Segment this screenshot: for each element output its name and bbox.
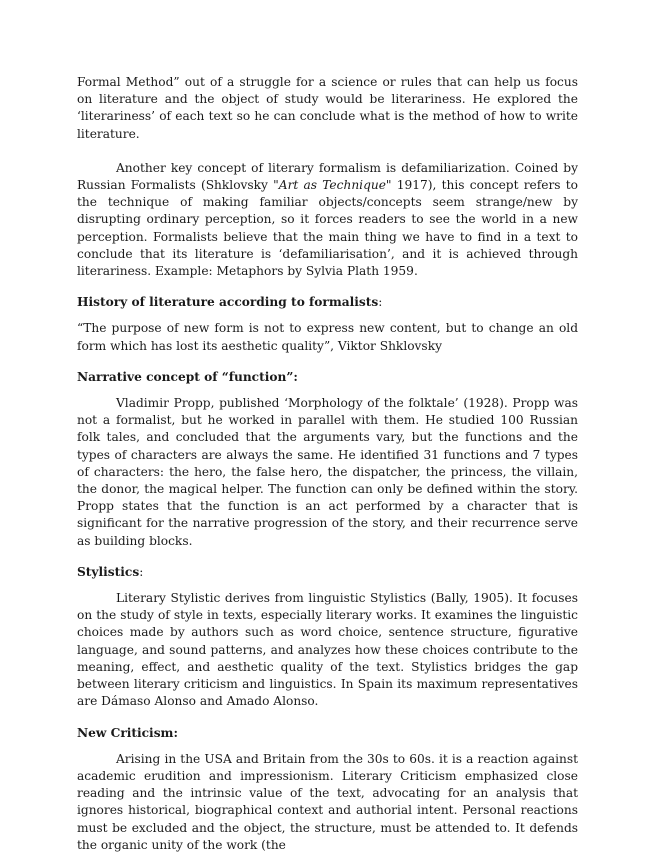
defamiliarization-text-end: 1917), this concept refers to the technique of making familiar objects/concepts seem strange/new by disrupting ordinary perception, so it forces readers to see the world in a new perception. Formalists believe that the main thing we have to find in a text to conclude that its literature is ‘defamiliarisation’, and it is achieved through literariness. Example: Metaphors by Sylvia Plath 1959. [77,178,578,279]
heading-history-colon: : [378,295,383,310]
paragraph-defamiliarization [77,160,578,280]
heading-history-text: History of literature according to formalists [77,295,379,310]
art-as-technique-title: "Art as Technique" [273,178,392,193]
heading-new-criticism: New Criticism: [77,725,178,740]
paragraph-propp: Vladimir Propp, published ‘Morphology of the folktale’ (1928). Propp was not a formalist, but he worked in parallel with them. He studied 100 Russian folk tales, and concluded that the arguments vary, but the functions and the types of characters are always the same. He identified 31 functions and 7 types of characters: the hero, the false hero, the dispatcher, the princess, the villain, the donor, the magical helper. The function can only be defined within the story. Propp states that the function is an act performed by a character that is significant for the narrative progression of the story, and their recurrence serve as building blocks. [77,396,578,548]
document-page [77,74,578,854]
shklovsky-quote: “The purpose of new form is not to express new content, but to change an old form which has lost its aesthetic quality”, Viktor Shklovsky [77,321,578,353]
heading-stylistics-colon: : [139,564,144,579]
paragraph-new-criticism: Arising in the USA and Britain from the 30s to 60s. it is a reaction against academic erudition and impressionism. Literary Criticism emphasized close reading and the intrinsic value of the text, advocating for an analysis that ignores historical, biographical context and authorial intent. Personal reactions must be excluded and the object, the structure, must be attended to. It defends the organic unity of the work (the [77,751,578,852]
heading-history [77,294,578,311]
defamiliarization-text-start: Another key concept of literary formalism is defamiliarization. Coined by Russian Formalists (Shklovsky [77,160,578,193]
heading-narrative-function: Narrative concept of “function”: [77,369,298,384]
paragraph-formal-method: Formal Method” out of a struggle for a science or rules that can help us focus on literature and the object of study would be literariness. He explored the ‘literariness’ of each text so he can conclude what is the method of how to write literature. [77,75,578,141]
paragraph-stylistics: Literary Stylistic derives from linguistic Stylistics (Bally, 1905). It focuses on the study of style in texts, especially literary works. It examines the linguistic choices made by authors such as word choice, sentence structure, figurative language, and sound patterns, and analyzes how these choices contribute to the meaning, effect, and aesthetic quality of the text. Stylistics bridges the gap between literary criticism and linguistics. In Spain its maximum representatives are Dámaso Alonso and Amado Alonso. [77,591,578,709]
heading-stylistics-text: Stylistics [77,564,140,579]
heading-stylistics [77,564,578,581]
